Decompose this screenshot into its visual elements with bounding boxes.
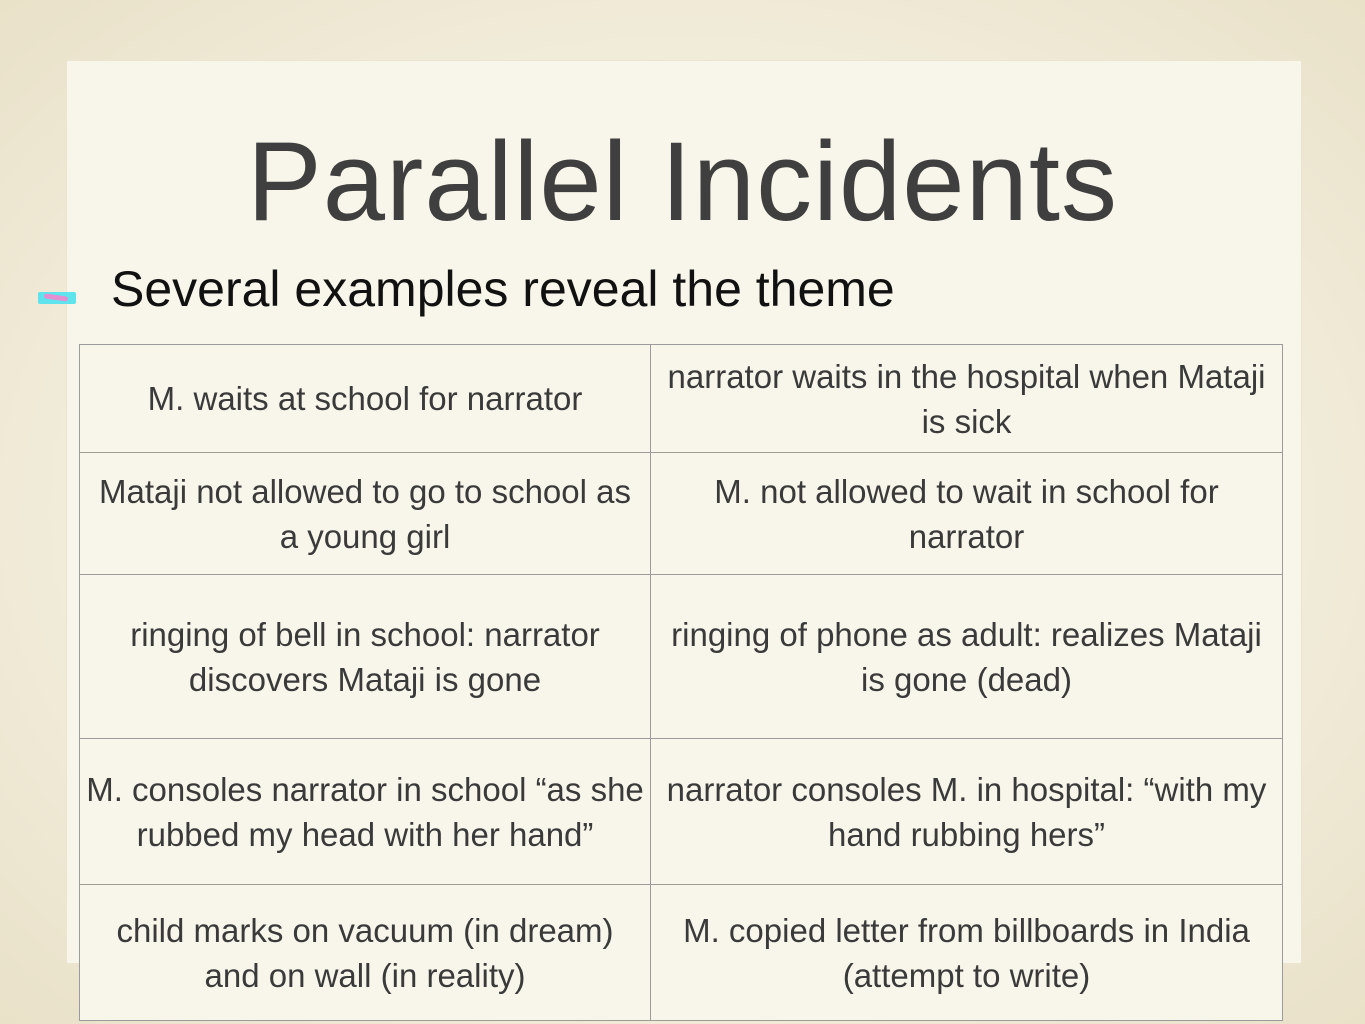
table-cell-right: narrator consoles M. in hospital: “with my hand rubbing hers” (651, 739, 1283, 885)
table-row (80, 345, 1283, 453)
table-row (80, 739, 1283, 885)
table-cell-left: child marks on vacuum (in dream) and on wall (in reality) (80, 885, 651, 1021)
table-cell-right: ringing of phone as adult: realizes Mataji is gone (dead) (651, 575, 1283, 739)
table-cell-left: M. waits at school for narrator (80, 345, 651, 453)
slide-title: Parallel Incidents (247, 119, 1118, 244)
table-cell-right: narrator waits in the hospital when Mataji is sick (651, 345, 1283, 453)
bullet-text: Several examples reveal the theme (111, 261, 895, 317)
table-cell-left: Mataji not allowed to go to school as a young girl (80, 453, 651, 575)
bullet-marker-icon (38, 292, 76, 304)
table-cell-right: M. not allowed to wait in school for narrator (651, 453, 1283, 575)
table-row (80, 453, 1283, 575)
table-cell-left: M. consoles narrator in school “as she rubbed my head with her hand” (80, 739, 651, 885)
table-row (80, 885, 1283, 1021)
incidents-table (79, 344, 1283, 1021)
table-row (80, 575, 1283, 739)
table-cell-right: M. copied letter from billboards in India (attempt to write) (651, 885, 1283, 1021)
table-cell-left: ringing of bell in school: narrator discovers Mataji is gone (80, 575, 651, 739)
